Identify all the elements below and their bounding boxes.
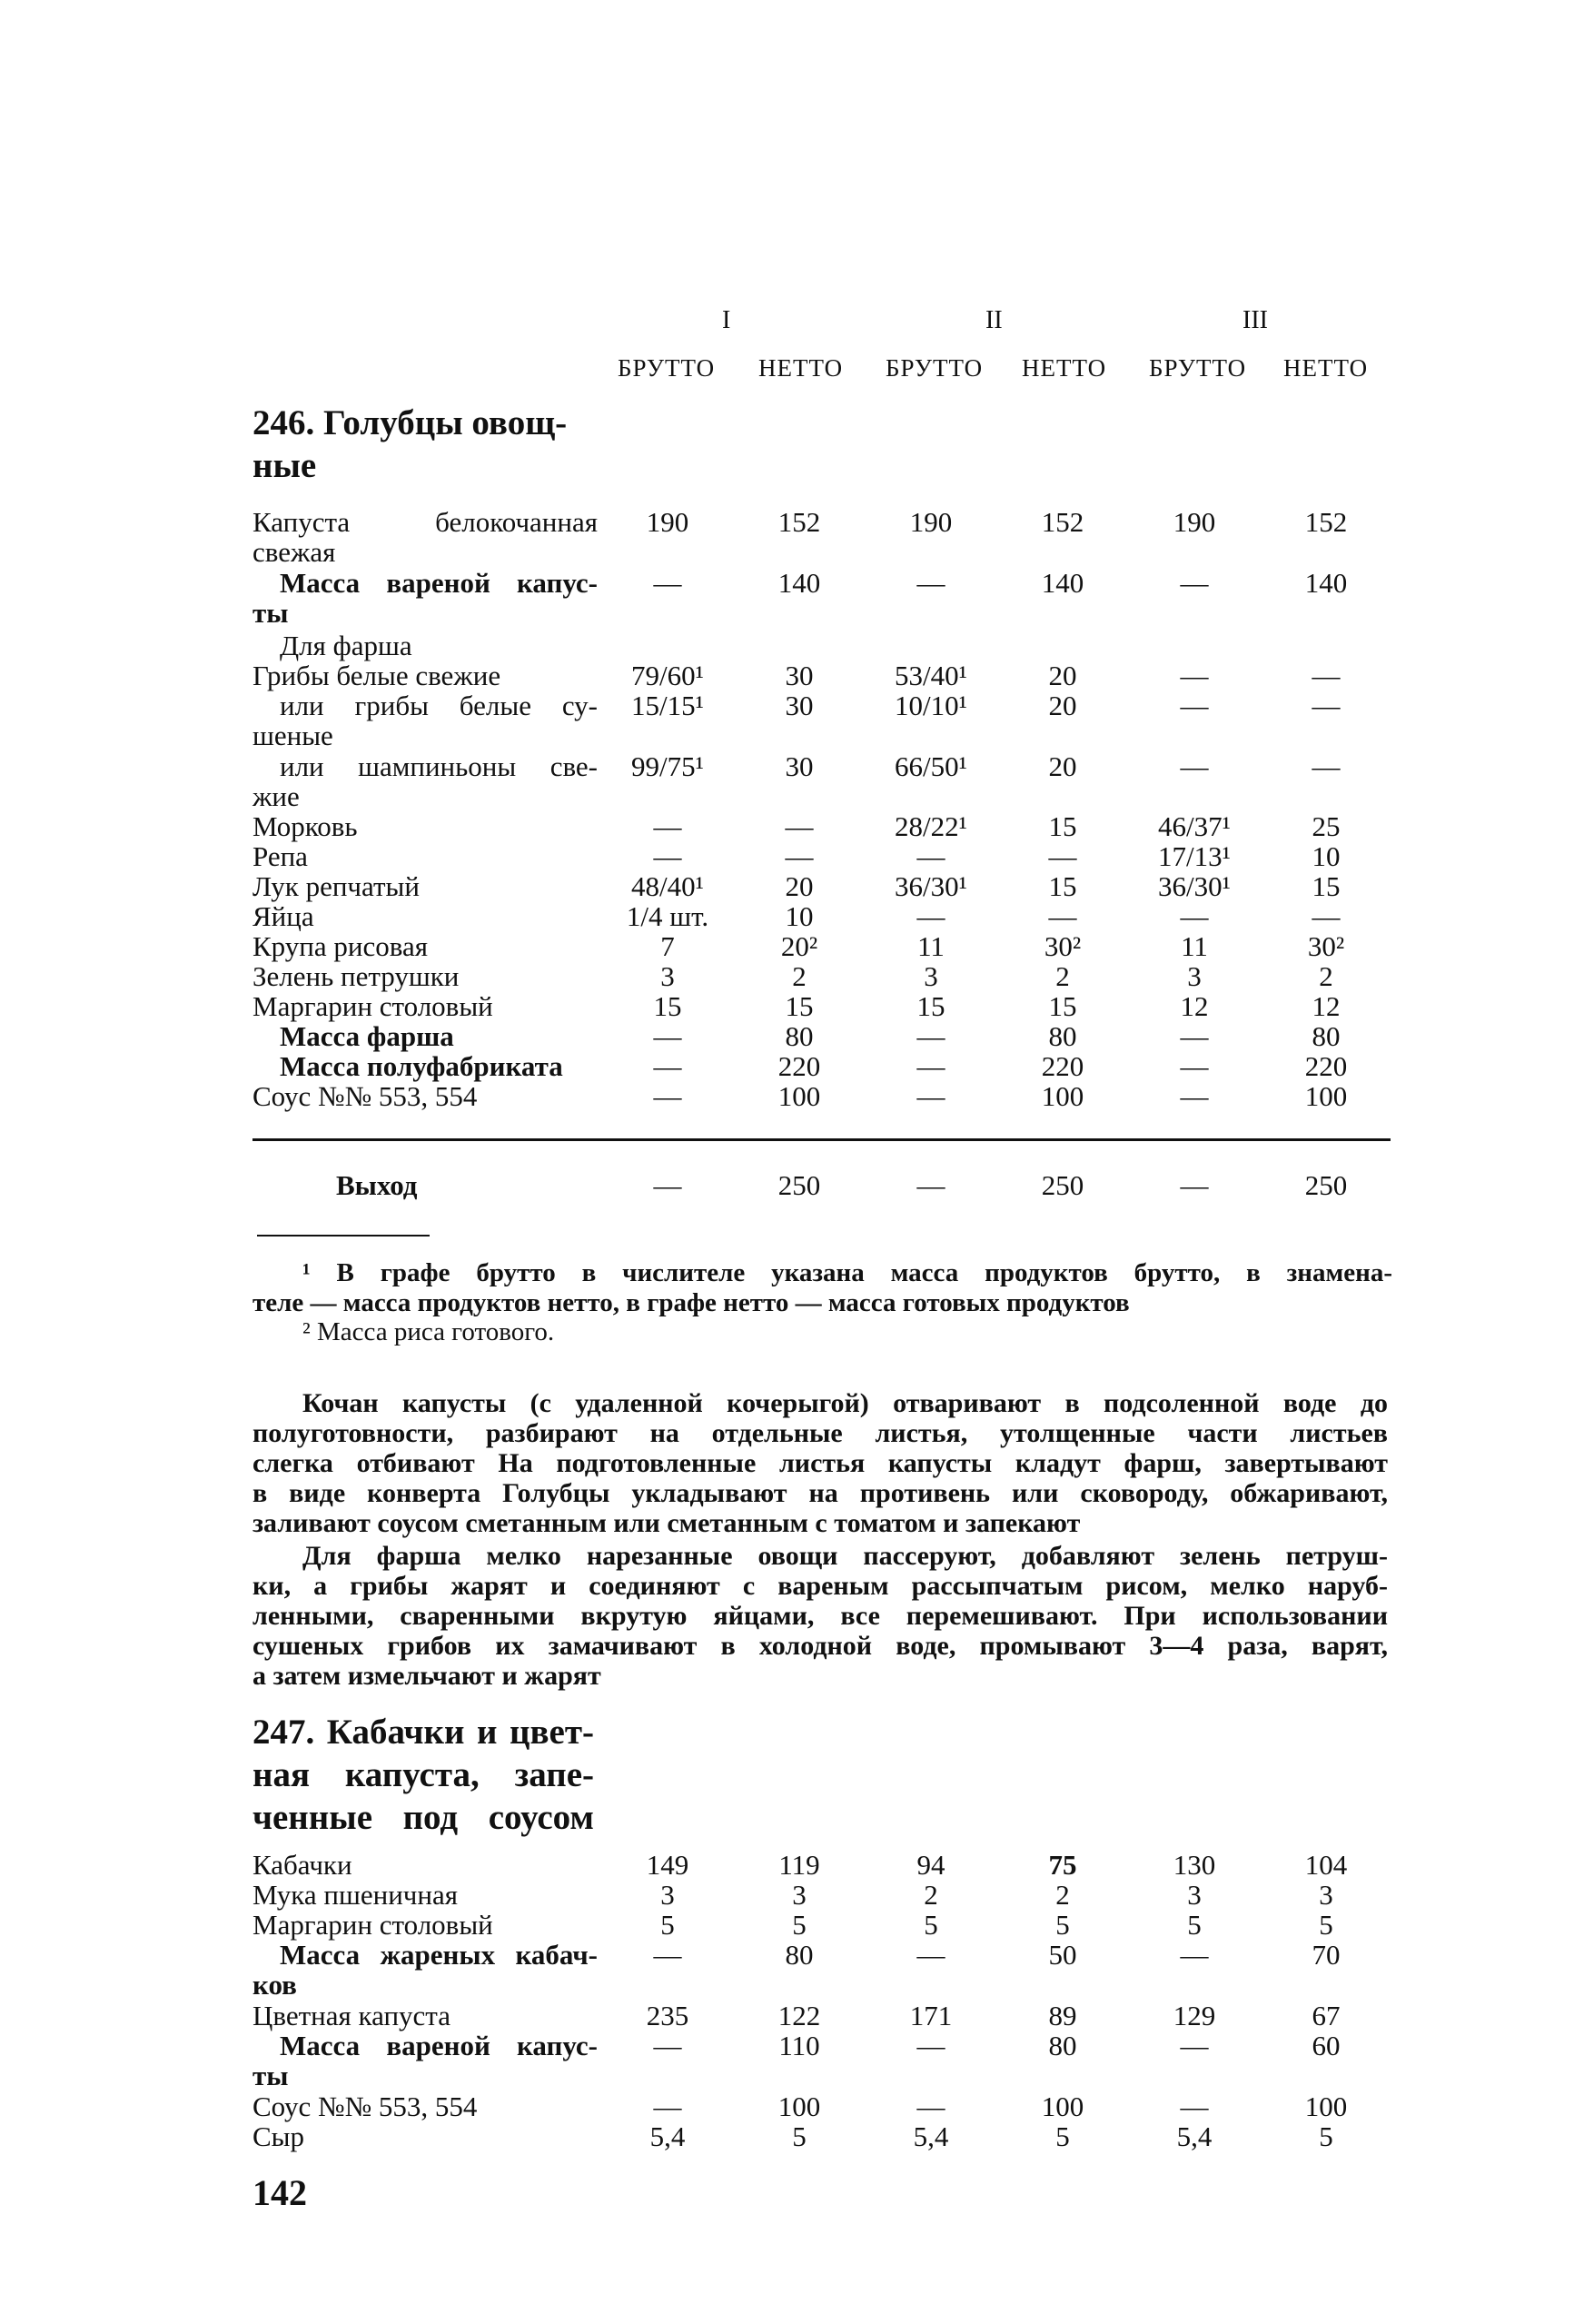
recipe-247-cell: 3 [792,1879,807,1911]
output-cell: 250 [1304,1169,1348,1201]
recipe-246-cell: — [785,810,814,842]
recipe-246-cell: 152 [777,506,821,538]
recipe-246-row-label: жие [252,780,300,812]
recipe-247-cell: 100 [777,2091,821,2122]
recipe-246-cell: 20 [785,870,814,902]
recipe-247-cell: 130 [1173,1849,1216,1881]
recipe-247-cell: 149 [646,1849,689,1881]
recipe-246-cell: — [653,840,682,872]
recipe-247-row-label: ков [252,1969,297,2001]
recipe-247-cell: — [916,2091,945,2122]
recipe-247-row-label: Сыр [252,2120,305,2152]
recipe-246-cell: 80 [1312,1020,1341,1052]
paragraph-line: полуготовности, разбирают на отдельные листья, утолщенные части листьев [252,1418,1388,1448]
recipe-246-row-label: Морковь [252,810,358,842]
recipe-247-cell: 5 [1319,2120,1333,2152]
recipe-246-row-label: Масса фарша [280,1020,454,1052]
paragraph-line: ки, а грибы жарят и соединяют с вареным рассыпчатым рисом, мелко наруб- [252,1571,1388,1601]
recipe-246-cell: — [653,1050,682,1082]
output-separator-rule [252,1138,1391,1141]
recipe-247-cell: 5 [924,1909,938,1941]
recipe-246-cell: — [916,567,945,599]
col-header-brutto-2: БРУТТО [886,354,984,382]
recipe-246-cell: — [916,840,945,872]
recipe-246-row-label: свежая [252,536,336,568]
recipe-246-cell: — [916,1080,945,1112]
recipe-246-cell: 3 [660,960,675,992]
footnote-2: ² Масса риса готового. [302,1317,555,1346]
recipe-246-cell: 100 [777,1080,821,1112]
recipe-246-cell: 15 [916,990,945,1022]
recipe-246-cell: — [1312,690,1341,721]
recipe-246-cell: 48/40¹ [631,870,704,902]
footnote-rule [257,1235,430,1236]
recipe-246-cell: — [1180,690,1209,721]
recipe-246-cell: 15/15¹ [631,690,704,721]
recipe-247-cell: 2 [1055,1879,1070,1911]
recipe-246-cell: — [653,1020,682,1052]
recipe-246-row-label: Лук репчатый [252,870,420,902]
recipe-247-cell: — [916,2030,945,2061]
recipe-246-cell: — [1180,567,1209,599]
recipe-247-cell: 5,4 [1176,2120,1213,2152]
recipe-247-cell: — [1180,2030,1209,2061]
recipe-246-cell: — [1180,900,1209,932]
recipe-246-cell: 190 [1173,506,1216,538]
recipe-247-cell: 100 [1041,2091,1084,2122]
paragraph-line: Кочан капусты (с удаленной кочерыгой) отваривают в подсоленной воде до [302,1388,1388,1418]
recipe-247-cell: 122 [777,2000,821,2031]
col-header-brutto-1: БРУТТО [618,354,716,382]
recipe-247-cell: 3 [1187,1879,1202,1911]
recipe-247-cell: — [1180,2091,1209,2122]
output-cell: — [653,1169,682,1201]
recipe-246-cell: 140 [1041,567,1084,599]
recipe-246-row-label: Для фарша [280,630,412,661]
recipe-246-cell: 80 [785,1020,814,1052]
recipe-246-cell: 80 [1048,1020,1077,1052]
recipe-246-cell: 100 [1304,1080,1348,1112]
recipe-247-cell: 3 [1319,1879,1333,1911]
recipe-247-cell: — [1180,1939,1209,1971]
recipe-247-row-label: ты [252,2060,289,2091]
recipe-247-cell: 5 [1055,1909,1070,1941]
recipe-246-cell: 220 [1041,1050,1084,1082]
recipe-246-cell: — [653,1080,682,1112]
recipe-246-title-line1: 246. Голубцы овощ- [252,403,568,442]
recipe-246-cell: 30 [785,690,814,721]
recipe-247-cell: 94 [916,1849,945,1881]
recipe-247-cell: 80 [785,1939,814,1971]
recipe-246-title [252,402,567,487]
recipe-246-cell: 100 [1041,1080,1084,1112]
recipe-247-cell: — [653,2091,682,2122]
footnote-1-line2: теле — масса продуктов нетто, в графе нетто — масса готовых продуктов [252,1288,1130,1317]
output-cell: 250 [1041,1169,1084,1201]
recipe-246-cell: 15 [1312,870,1341,902]
recipe-246-cell: 15 [1048,870,1077,902]
recipe-247-title [252,1711,594,1839]
recipe-246-cell: — [1180,660,1209,691]
recipe-246-cell: 17/13¹ [1158,840,1231,872]
recipe-246-cell: 2 [792,960,807,992]
recipe-246-cell: 3 [924,960,938,992]
recipe-247-title-line2: ная капуста, запе- [252,1755,594,1794]
recipe-246-cell: — [785,840,814,872]
recipe-247-cell: 110 [778,2030,820,2061]
recipe-246-cell: 3 [1187,960,1202,992]
recipe-246-cell: 10 [1312,840,1341,872]
recipe-246-cell: 10 [785,900,814,932]
recipe-246-cell: 10/10¹ [895,690,967,721]
output-cell: — [1180,1169,1209,1201]
paragraph-line: Для фарша мелко нарезанные овощи пассеруют, добавляют зелень петруш- [302,1541,1388,1571]
recipe-247-cell: 5 [1187,1909,1202,1941]
recipe-247-cell: 5 [792,2120,807,2152]
recipe-246-cell: — [1180,750,1209,782]
recipe-247-cell: 3 [660,1879,675,1911]
recipe-246-cell: 79/60¹ [631,660,704,691]
recipe-246-row-label: Грибы белые свежие [252,660,501,691]
recipe-246-cell: 20 [1048,660,1077,691]
recipe-246-cell: 25 [1312,810,1341,842]
recipe-247-cell: 100 [1304,2091,1348,2122]
recipe-246-row-label: шеные [252,720,333,751]
recipe-246-cell: 190 [646,506,689,538]
col-header-netto-2: НЕТТО [1022,354,1107,382]
recipe-246-cell: 140 [777,567,821,599]
recipe-247-row-label: Масса вареной капус- [280,2030,598,2061]
recipe-246-cell: — [916,1050,945,1082]
output-cell: 250 [777,1169,821,1201]
recipe-247-cell: 235 [646,2000,689,2031]
recipe-247-cell: 119 [778,1849,820,1881]
recipe-247-cell: 5 [792,1909,807,1941]
paragraph-line: в виде конверта Голубцы укладывают на противень или сковороду, обжаривают, [252,1478,1388,1508]
recipe-246-row-label: или шампиньоны све- [280,750,598,782]
paragraph-line: ленными, сваренными вкрутую яйцами, все перемешивают. При использовании [252,1601,1388,1631]
recipe-246-row-label: Соус №№ 553, 554 [252,1080,478,1112]
recipe-246-cell: — [1048,900,1077,932]
recipe-246-row-label: Яйца [252,900,314,932]
footnote-1-line1: ¹ В графе брутто в числителе указана масса продуктов брутто, в знамена- [302,1258,1392,1287]
recipe-246-cell: — [1312,900,1341,932]
paragraph-line: слегка отбивают На подготовленные листья капусты кладут фарш, завертывают [252,1448,1388,1478]
recipe-247-row-label: Масса жареных кабач- [280,1939,598,1971]
recipe-246-cell: 30 [785,750,814,782]
recipe-246-cell: 11 [917,930,945,962]
recipe-246-cell: 2 [1319,960,1333,992]
recipe-246-cell: 36/30¹ [895,870,967,902]
recipe-246-row-label: Зелень петрушки [252,960,460,992]
recipe-246-cell: — [1180,1080,1209,1112]
recipe-246-cell: 20 [1048,690,1077,721]
recipe-247-row-label: Соус №№ 553, 554 [252,2091,478,2122]
recipe-246-row-label: ты [252,597,289,629]
col-header-brutto-3: БРУТТО [1149,354,1247,382]
recipe-246-cell: 7 [660,930,675,962]
recipe-247-cell: 5 [1319,1909,1333,1941]
recipe-246-cell: 66/50¹ [895,750,967,782]
recipe-246-cell: 11 [1181,930,1208,962]
recipe-247-row-label: Кабачки [252,1849,352,1881]
group-header-2: II [985,306,1003,334]
recipe-247-cell: 2 [924,1879,938,1911]
recipe-247-cell: 171 [909,2000,953,2031]
recipe-246-cell: — [916,900,945,932]
recipe-247-row-label: Маргарин столовый [252,1909,493,1941]
recipe-247-cell: — [653,1939,682,1971]
recipe-247-cell: — [916,1939,945,1971]
paragraph-line: а затем измельчают и жарят [252,1661,601,1691]
paragraph-line: заливают соусом сметанным или сметанным с томатом и запекают [252,1508,1081,1538]
recipe-246-cell: — [1312,660,1341,691]
recipe-246-cell: 1/4 шт. [626,900,709,932]
recipe-246-cell: 30² [1044,930,1082,962]
recipe-246-cell: — [653,810,682,842]
recipe-246-cell: — [1180,1020,1209,1052]
recipe-246-cell: 140 [1304,567,1348,599]
recipe-246-cell: 190 [909,506,953,538]
recipe-246-row-label: Маргарин столовый [252,990,493,1022]
recipe-247-cell: 104 [1304,1849,1348,1881]
recipe-246-cell: — [1048,840,1077,872]
recipe-246-cell: 220 [1304,1050,1348,1082]
recipe-246-cell: 53/40¹ [895,660,967,691]
recipe-246-cell: 220 [777,1050,821,1082]
recipe-247-cell: 5 [1055,2120,1070,2152]
recipe-246-cell: — [1312,750,1341,782]
recipe-247-cell: 129 [1173,2000,1216,2031]
recipe-247-title-line3: ченные под соусом [252,1798,594,1837]
recipe-246-row-label: Крупа рисовая [252,930,428,962]
recipe-246-row-label: Капуста белокочанная [252,506,598,538]
page-number: 142 [252,2172,307,2213]
recipe-246-cell: 152 [1041,506,1084,538]
recipe-246-cell: 30 [785,660,814,691]
output-label: Выход [336,1169,418,1201]
col-header-netto-1: НЕТТО [758,354,844,382]
recipe-247-cell: 5 [660,1909,675,1941]
recipe-246-cell: 36/30¹ [1158,870,1231,902]
recipe-246-row-label: Масса вареной капус- [280,567,598,599]
recipe-247-cell: 60 [1312,2030,1341,2061]
recipe-246-title-line2: ные [252,446,317,485]
recipe-246-row-label: Репа [252,840,308,872]
recipe-246-cell: — [1180,1050,1209,1082]
paragraph-line: сушеных грибов их замачивают в холодной воде, промывают 3—4 раза, варят, [252,1631,1388,1661]
recipe-246-cell: 15 [653,990,682,1022]
output-cell: — [916,1169,945,1201]
recipe-247-row-label: Мука пшеничная [252,1879,458,1911]
recipe-247-title-line1: 247. Кабачки и цвет- [252,1713,594,1752]
recipe-246-cell: 99/75¹ [631,750,704,782]
recipe-247-cell: 5,4 [913,2120,949,2152]
recipe-246-cell: 2 [1055,960,1070,992]
recipe-247-cell: — [653,2030,682,2061]
recipe-246-cell: 15 [1048,810,1077,842]
recipe-247-cell: 5,4 [649,2120,686,2152]
col-header-netto-3: НЕТТО [1283,354,1369,382]
recipe-247-cell: 75 [1048,1849,1077,1881]
recipe-246-cell: 15 [785,990,814,1022]
group-header-3: III [1242,306,1268,334]
group-header-1: I [722,306,731,334]
recipe-246-cell: 12 [1312,990,1341,1022]
recipe-247-cell: 80 [1048,2030,1077,2061]
recipe-246-cell: 152 [1304,506,1348,538]
recipe-246-cell: — [653,567,682,599]
recipe-246-cell: 15 [1048,990,1077,1022]
recipe-246-cell: 30² [1307,930,1345,962]
recipe-247-cell: 50 [1048,1939,1077,1971]
recipe-247-cell: 89 [1048,2000,1077,2031]
recipe-247-cell: 70 [1312,1939,1341,1971]
recipe-246-cell: 20² [780,930,818,962]
recipe-246-cell: — [916,1020,945,1052]
recipe-246-row-label: или грибы белые су- [280,690,598,721]
recipe-246-cell: 12 [1180,990,1209,1022]
recipe-246-cell: 46/37¹ [1158,810,1231,842]
recipe-246-cell: 28/22¹ [895,810,967,842]
recipe-246-cell: 20 [1048,750,1077,782]
recipe-247-row-label: Цветная капуста [252,2000,450,2031]
recipe-246-row-label: Масса полуфабриката [280,1050,563,1082]
recipe-247-cell: 67 [1312,2000,1341,2031]
